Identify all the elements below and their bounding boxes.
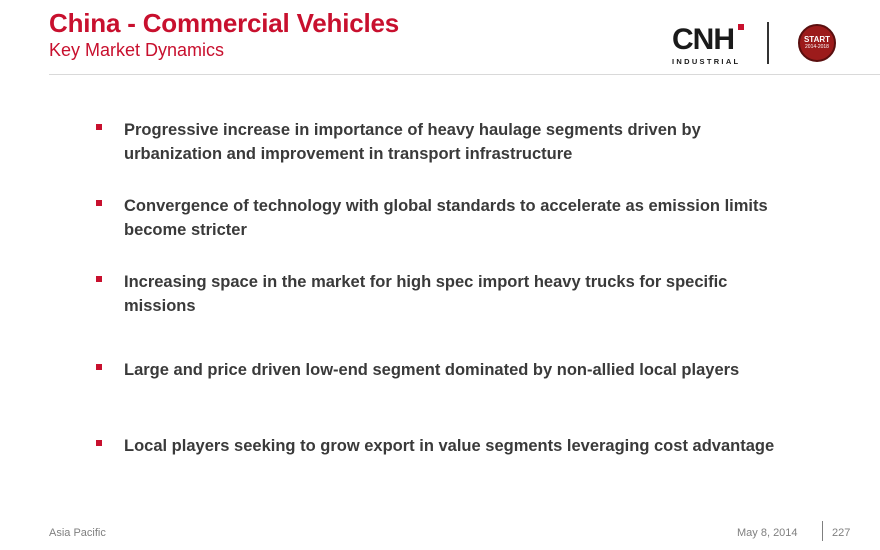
bullet-text: Progressive increase in importance of heavy haulage segments driven by urbanization and improvement in transport infrastructure <box>124 121 701 163</box>
footer-region: Asia Pacific <box>49 527 106 539</box>
bullet-text: Large and price driven low-end segment dominated by non-allied local players <box>124 361 740 379</box>
list-item <box>96 434 796 458</box>
square-bullet-icon <box>96 200 102 206</box>
square-bullet-icon <box>96 124 102 130</box>
page-number: 227 <box>832 527 851 539</box>
bullet-text: Increasing space in the market for high spec import heavy trucks for specific missions <box>124 273 728 315</box>
start-badge-logo <box>798 24 836 62</box>
bullet-text: Local players seeking to grow export in value segments leveraging cost advantage <box>124 437 775 455</box>
square-bullet-icon <box>96 276 102 282</box>
logo-divider <box>767 22 769 64</box>
cnh-industrial-logo <box>670 24 748 68</box>
badge-years-text: 2014-2018 <box>805 44 829 50</box>
list-item <box>96 118 796 166</box>
footer-date: May 8, 2014 <box>737 527 798 539</box>
header-rule <box>49 74 880 75</box>
footer-divider <box>822 521 823 541</box>
list-item <box>96 194 796 242</box>
bullet-text: Convergence of technology with global standards to accelerate as emission limits become stricter <box>124 197 768 239</box>
logo-red-dot <box>738 24 744 30</box>
page-subtitle: Key Market Dynamics <box>49 40 225 60</box>
list-item <box>96 270 796 318</box>
square-bullet-icon <box>96 364 102 370</box>
logo-main-text: CNH <box>672 23 734 56</box>
logo-sub-text: INDUSTRIAL <box>672 57 741 66</box>
list-item <box>96 358 796 382</box>
badge-main-text: START <box>803 35 831 44</box>
page-title: China - Commercial Vehicles <box>49 8 400 38</box>
square-bullet-icon <box>96 440 102 446</box>
